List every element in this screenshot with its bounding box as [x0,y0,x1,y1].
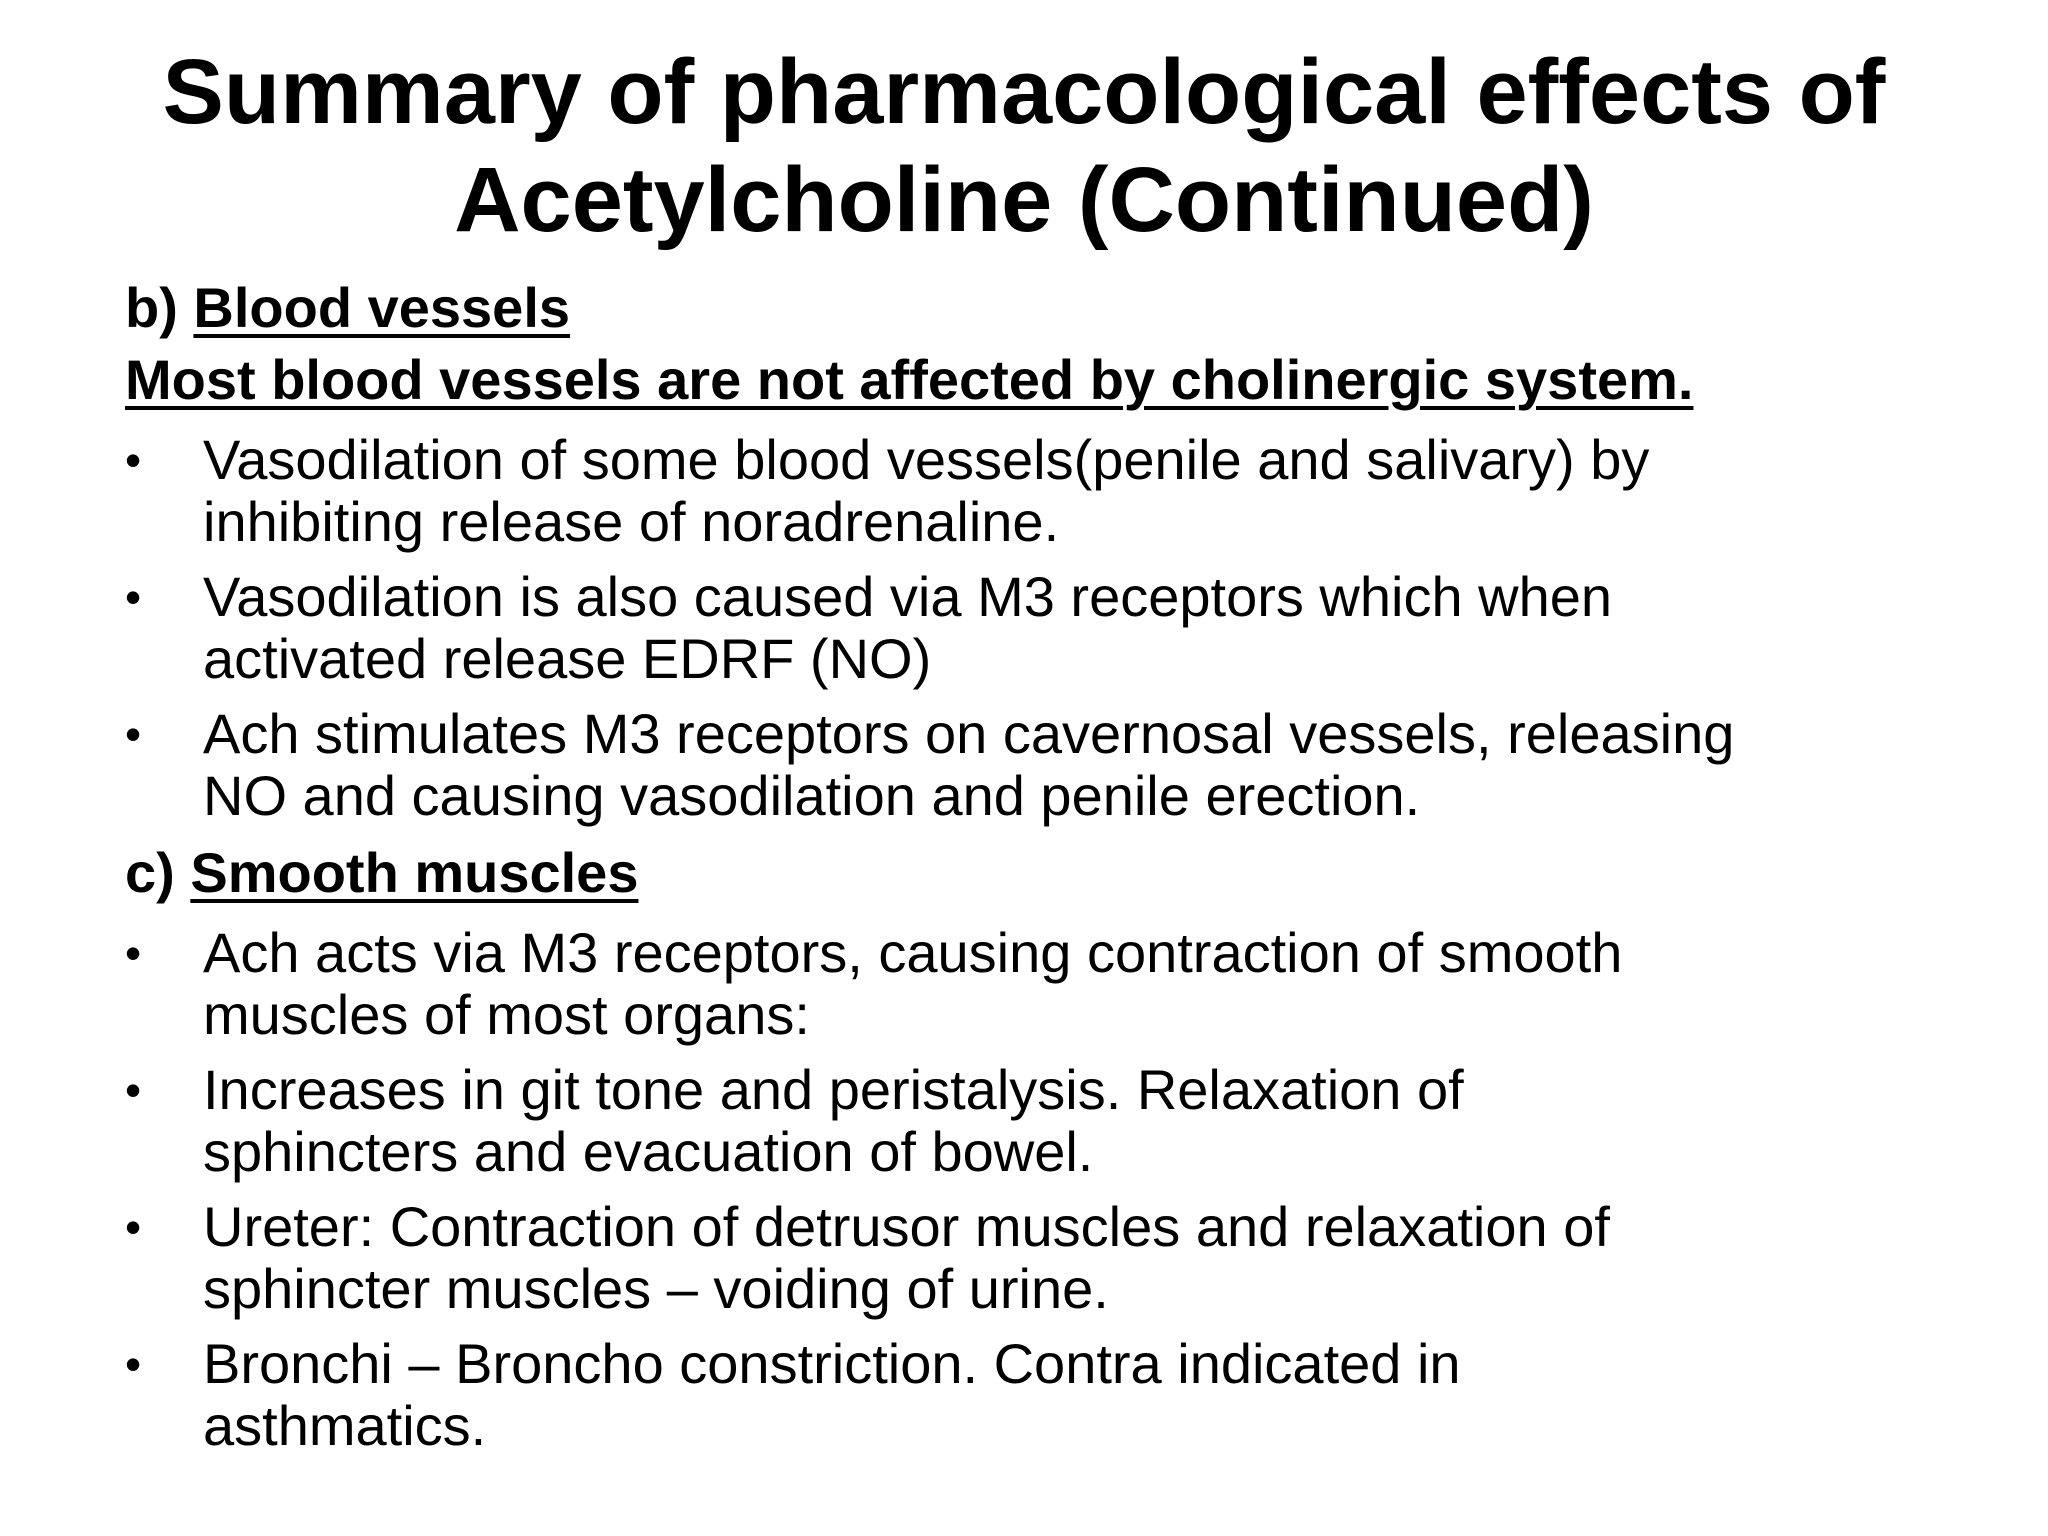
bullet-line: sphincter muscles – voiding of urine. [203,1257,1109,1320]
list-item [125,429,1975,553]
list-item [125,1333,1975,1457]
slide-body [125,272,1975,1457]
section-b-heading [125,272,1975,344]
section-b-subheading-text: Most blood vessels are not affected by cholinergic system. [125,348,1694,411]
bullet-line: Ach stimulates M3 receptors on cavernosal vessels, releasing [203,702,1735,765]
section-b-subheading [125,344,1975,416]
bullet-line: asthmatics. [203,1394,487,1457]
bullet-icon: • [125,708,142,760]
slide-title [0,38,2048,254]
bullet-line: sphincters and evacuation of bowel. [203,1120,1094,1183]
list-item [125,1059,1975,1183]
list-item [125,922,1975,1046]
bullet-icon: • [125,927,142,979]
bullet-line: Bronchi – Broncho constriction. Contra indicated in [203,1332,1461,1395]
bullet-icon: • [125,434,142,486]
bullet-line: Ureter: Contraction of detrusor muscles and relaxation of [203,1195,1610,1258]
section-b-prefix: b) [125,276,194,339]
section-c-heading [125,837,1975,909]
bullet-line: Increases in git tone and peristalysis. Relaxation of [203,1058,1464,1121]
bullet-icon: • [125,1201,142,1253]
bullet-icon: • [125,571,142,623]
slide-title-line-2: Acetylcholine (Continued) [454,149,1594,251]
bullet-line: Ach acts via M3 receptors, causing contraction of smooth [203,921,1623,984]
bullet-line: Vasodilation of some blood vessels(penile and salivary) by [203,428,1650,491]
list-item [125,1196,1975,1320]
bullet-line: NO and causing vasodilation and penile erection. [203,764,1421,827]
bullet-line: inhibiting release of noradrenaline. [203,490,1060,553]
bullet-line: muscles of most organs: [203,983,810,1046]
section-b-heading-text: Blood vessels [193,276,571,339]
list-item [125,703,1975,827]
section-c-prefix: c) [125,841,191,904]
slide-title-line-1: Summary of pharmacological effects of [162,41,1886,143]
bullet-icon: • [125,1064,142,1116]
section-b-bullet-list [125,429,1975,827]
bullet-line: activated release EDRF (NO) [203,627,932,690]
section-c-bullet-list [125,922,1975,1457]
section-c-heading-text: Smooth muscles [190,841,639,904]
bullet-icon: • [125,1338,142,1390]
list-item [125,566,1975,690]
bullet-line: Vasodilation is also caused via M3 receptors which when [203,565,1613,628]
